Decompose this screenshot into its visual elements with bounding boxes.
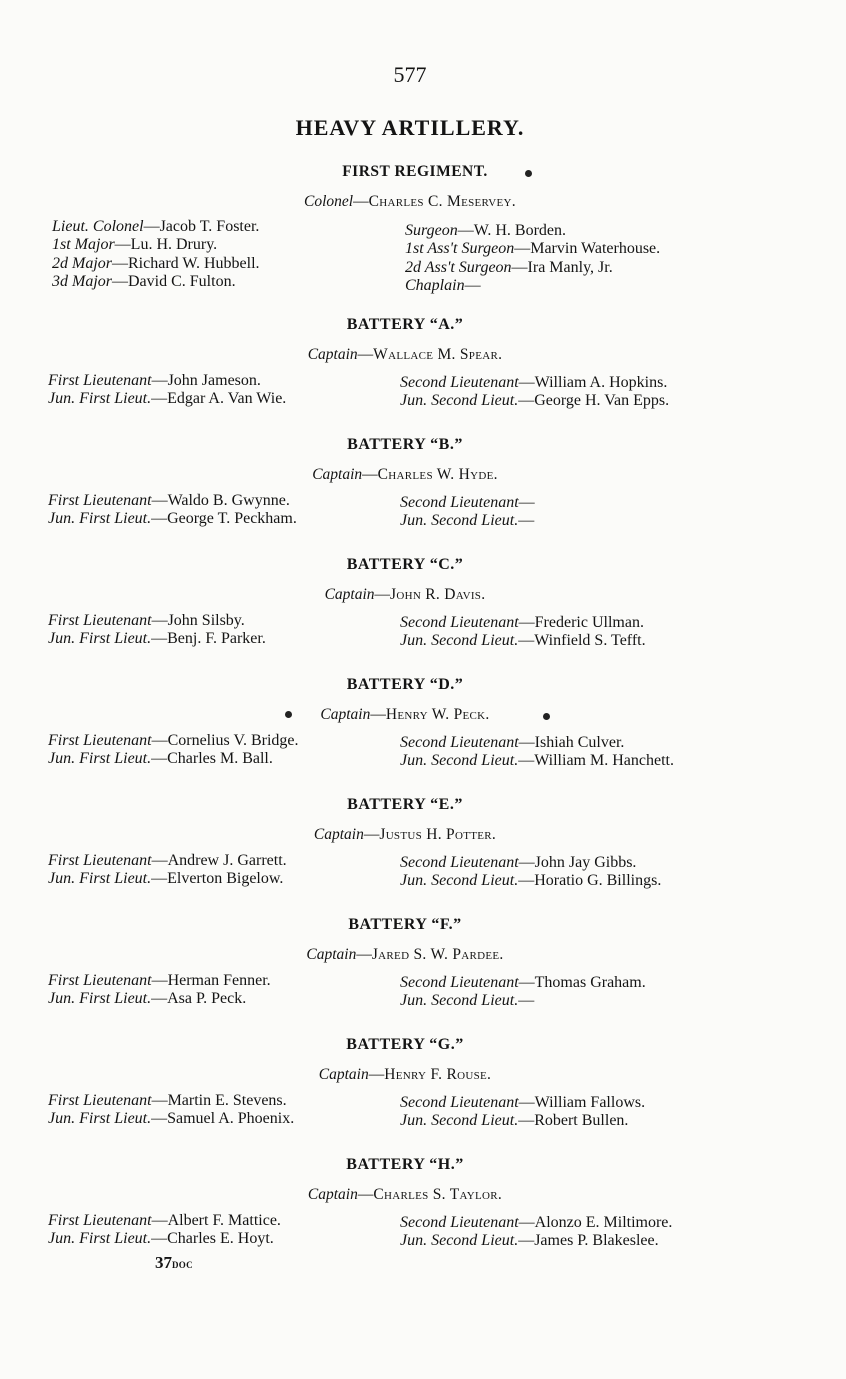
captain-name: Charles S. Taylor.	[373, 1186, 503, 1203]
junior-first-lieutenant-role: Jun. First Lieut.	[48, 630, 152, 648]
battery-heading: BATTERY “A.”	[346, 316, 464, 333]
junior-first-lieutenant-row: Jun. First Lieut.—Edgar A. Van Wie.	[48, 390, 287, 408]
first-lieutenant-name: Andrew J. Garrett.	[167, 852, 287, 869]
staff-role: Chaplain	[405, 276, 465, 294]
second-lieutenant-name: Frederic Ullman.	[534, 614, 644, 631]
battery-left-column	[48, 732, 299, 769]
second-lieutenant-name: Ishiah Culver.	[534, 734, 625, 751]
junior-second-lieutenant-name: Horatio G. Billings.	[534, 872, 662, 890]
captain-line: Captain—Jared S. W. Pardee.	[306, 946, 504, 963]
first-lieutenant-name: Waldo B. Gwynne.	[167, 492, 290, 509]
staff-name: Lu. H. Drury.	[130, 236, 218, 254]
battery-heading: BATTERY “G.”	[346, 1036, 464, 1053]
battery-left-column	[48, 852, 287, 889]
captain-role: Captain	[318, 1066, 369, 1083]
staff-row: 2d Major—Richard W. Hubbell.	[52, 254, 260, 272]
battery-heading: BATTERY “F.”	[348, 916, 462, 933]
staff-name: Ira Manly, Jr.	[527, 258, 613, 276]
battery-left-column	[48, 1212, 281, 1249]
captain-line: Captain—Justus H. Potter.	[313, 826, 497, 843]
captain-name: John R. Davis.	[390, 586, 486, 603]
junior-first-lieutenant-role: Jun. First Lieut.	[48, 750, 152, 768]
second-lieutenant-role: Second Lieutenant	[400, 614, 519, 631]
junior-first-lieutenant-row: Jun. First Lieut.—Charles E. Hoyt.	[48, 1230, 274, 1248]
page-title: HEAVY ARTILLERY.	[295, 115, 525, 140]
second-lieutenant-name: Alonzo E. Miltimore.	[534, 1214, 673, 1231]
first-lieutenant-name: Albert F. Mattice.	[167, 1212, 281, 1229]
junior-first-lieutenant-name: Elverton Bigelow.	[167, 870, 284, 888]
battery-right-column	[400, 974, 646, 1011]
first-lieutenant-row: First Lieutenant—Cornelius V. Bridge.	[48, 732, 299, 749]
junior-second-lieutenant-row: Jun. Second Lieut.—George H. Van Epps.	[400, 392, 670, 410]
captain-name: Charles W. Hyde.	[377, 466, 498, 483]
junior-first-lieutenant-name: Asa P. Peck.	[167, 990, 247, 1008]
junior-first-lieutenant-name: Charles E. Hoyt.	[167, 1230, 274, 1248]
first-lieutenant-row: First Lieutenant—Albert F. Mattice.	[48, 1212, 281, 1229]
captain-line: Captain—Wallace M. Spear.	[307, 346, 503, 363]
junior-second-lieutenant-role: Jun. Second Lieut.	[400, 872, 519, 890]
captain-role: Captain	[313, 826, 364, 843]
first-lieutenant-role: First Lieutenant	[48, 972, 152, 989]
junior-second-lieutenant-role: Jun. Second Lieut.	[400, 1232, 519, 1250]
staff-row: 1st Ass't Surgeon—Marvin Waterhouse.	[405, 240, 661, 258]
staff-right	[405, 222, 660, 295]
second-lieutenant-role: Second Lieutenant	[400, 854, 519, 871]
first-lieutenant-name: Martin E. Stevens.	[167, 1092, 287, 1109]
junior-first-lieutenant-role: Jun. First Lieut.	[48, 1110, 152, 1128]
junior-first-lieutenant-role: Jun. First Lieut.	[48, 510, 152, 528]
colonel-role: Colonel	[304, 193, 354, 210]
battery-left-column	[48, 972, 271, 1009]
battery-left-column	[48, 492, 297, 529]
junior-second-lieutenant-row: Jun. Second Lieut.—William M. Hanchett.	[400, 752, 674, 770]
battery-heading: BATTERY “H.”	[346, 1156, 464, 1173]
second-lieutenant-row: Second Lieutenant—William Fallows.	[400, 1094, 646, 1111]
junior-second-lieutenant-row: Jun. Second Lieut.—	[400, 992, 535, 1010]
staff-name: Marvin Waterhouse.	[530, 240, 661, 258]
staff-role: Lieut. Colonel	[52, 218, 144, 235]
first-lieutenant-name: Cornelius V. Bridge.	[167, 732, 299, 749]
battery-heading: BATTERY “C.”	[346, 556, 464, 573]
captain-role: Captain	[307, 346, 358, 363]
colonel-name: Charles C. Meservey.	[368, 193, 516, 210]
captain-line: Captain—Charles S. Taylor.	[307, 1186, 503, 1203]
battery-right-column	[400, 1214, 672, 1251]
second-lieutenant-row: Second Lieutenant—Frederic Ullman.	[400, 614, 644, 631]
junior-first-lieutenant-name: Samuel A. Phoenix.	[167, 1110, 295, 1128]
junior-second-lieutenant-name: Robert Bullen.	[534, 1112, 629, 1130]
colonel-line: Colonel—Charles C. Meservey.	[304, 193, 516, 210]
junior-first-lieutenant-name: Edgar A. Van Wie.	[167, 390, 287, 408]
battery-heading: BATTERY “B.”	[347, 436, 463, 453]
junior-second-lieutenant-name: James P. Blakeslee.	[534, 1232, 659, 1250]
second-lieutenant-name: Thomas Graham.	[534, 974, 646, 991]
junior-first-lieutenant-row: Jun. First Lieut.—Charles M. Ball.	[48, 750, 273, 768]
first-lieutenant-name: John Silsby.	[167, 612, 245, 629]
signature-text: doc	[172, 1256, 193, 1271]
second-lieutenant-row: Second Lieutenant—Thomas Graham.	[400, 974, 646, 991]
staff-row: Chaplain—	[405, 276, 481, 294]
second-lieutenant-role: Second Lieutenant	[400, 974, 519, 991]
second-lieutenant-name: William A. Hopkins.	[534, 374, 668, 391]
battery-right-column	[400, 494, 535, 531]
regiment-heading: FIRST REGIMENT.	[342, 163, 488, 180]
page-number: 577	[393, 62, 427, 87]
second-lieutenant-role: Second Lieutenant	[400, 1094, 519, 1111]
captain-line: Captain—Henry W. Peck.	[320, 706, 490, 723]
junior-first-lieutenant-role: Jun. First Lieut.	[48, 390, 152, 408]
second-lieutenant-row: Second Lieutenant—Ishiah Culver.	[400, 734, 625, 751]
captain-role: Captain	[306, 946, 357, 963]
staff-role: 2d Ass't Surgeon	[405, 258, 512, 276]
ink-blot	[285, 711, 292, 718]
second-lieutenant-name: John Jay Gibbs.	[534, 854, 637, 871]
battery-heading: BATTERY “E.”	[347, 796, 463, 813]
first-lieutenant-role: First Lieutenant	[48, 612, 152, 629]
junior-first-lieutenant-name: Benj. F. Parker.	[167, 630, 266, 648]
captain-line: Captain—Henry F. Rouse.	[318, 1066, 492, 1083]
junior-second-lieutenant-row: Jun. Second Lieut.—James P. Blakeslee.	[400, 1232, 659, 1250]
ink-blot	[543, 713, 550, 720]
staff-row: 1st Major—Lu. H. Drury.	[52, 236, 218, 254]
junior-second-lieutenant-role: Jun. Second Lieut.	[400, 752, 519, 770]
battery-right-column	[400, 374, 669, 411]
junior-second-lieutenant-row: Jun. Second Lieut.—Winfield S. Tefft.	[400, 632, 646, 650]
junior-first-lieutenant-row: Jun. First Lieut.—Elverton Bigelow.	[48, 870, 284, 888]
ink-blot	[525, 170, 532, 177]
captain-line: Captain—John R. Davis.	[324, 586, 486, 603]
first-lieutenant-role: First Lieutenant	[48, 852, 152, 869]
junior-first-lieutenant-name: George T. Peckham.	[167, 510, 297, 528]
junior-first-lieutenant-role: Jun. First Lieut.	[48, 870, 152, 888]
staff-row: Lieut. Colonel—Jacob T. Foster.	[52, 218, 260, 235]
junior-second-lieutenant-name: Winfield S. Tefft.	[534, 632, 646, 650]
junior-first-lieutenant-role: Jun. First Lieut.	[48, 1230, 152, 1248]
junior-second-lieutenant-name: George H. Van Epps.	[534, 392, 670, 410]
battery-heading: BATTERY “D.”	[346, 676, 464, 693]
junior-second-lieutenant-name: William M. Hanchett.	[534, 752, 674, 770]
junior-second-lieutenant-row: Jun. Second Lieut.—Robert Bullen.	[400, 1112, 629, 1130]
captain-role: Captain	[312, 466, 363, 483]
first-lieutenant-row: First Lieutenant—Waldo B. Gwynne.	[48, 492, 290, 509]
junior-first-lieutenant-row: Jun. First Lieut.—Asa P. Peck.	[48, 990, 247, 1008]
first-lieutenant-name: Herman Fenner.	[167, 972, 271, 989]
staff-name: Jacob T. Foster.	[159, 218, 260, 235]
staff-role: 2d Major	[52, 254, 112, 272]
junior-second-lieutenant-row: Jun. Second Lieut.—	[400, 512, 535, 530]
printer-signature	[155, 1253, 193, 1273]
first-lieutenant-role: First Lieutenant	[48, 492, 152, 509]
staff-role: 1st Ass't Surgeon	[405, 240, 515, 258]
second-lieutenant-role: Second Lieutenant	[400, 1214, 519, 1231]
captain-role: Captain	[324, 586, 375, 603]
second-lieutenant-role: Second Lieutenant	[400, 734, 519, 751]
junior-first-lieutenant-row: Jun. First Lieut.—Samuel A. Phoenix.	[48, 1110, 295, 1128]
first-lieutenant-role: First Lieutenant	[48, 372, 152, 389]
first-lieutenant-role: First Lieutenant	[48, 1092, 152, 1109]
captain-line: Captain—Charles W. Hyde.	[312, 466, 498, 483]
captain-name: Henry W. Peck.	[385, 706, 490, 723]
captain-name: Justus H. Potter.	[379, 826, 497, 843]
second-lieutenant-name: William Fallows.	[534, 1094, 646, 1111]
staff-name: David C. Fulton.	[128, 272, 236, 290]
junior-first-lieutenant-row: Jun. First Lieut.—Benj. F. Parker.	[48, 630, 266, 648]
junior-second-lieutenant-row: Jun. Second Lieut.—Horatio G. Billings.	[400, 872, 662, 890]
staff-row: 2d Ass't Surgeon—Ira Manly, Jr.	[405, 258, 613, 276]
battery-right-column	[400, 614, 646, 651]
first-lieutenant-name: John Jameson.	[167, 372, 261, 389]
staff-left	[52, 218, 260, 291]
junior-first-lieutenant-row: Jun. First Lieut.—George T. Peckham.	[48, 510, 297, 528]
battery-left-column	[48, 612, 266, 649]
captain-name: Jared S. W. Pardee.	[371, 946, 504, 963]
first-lieutenant-role: First Lieutenant	[48, 732, 152, 749]
captain-role: Captain	[307, 1186, 358, 1203]
first-lieutenant-row: First Lieutenant—John Silsby.	[48, 612, 245, 629]
captain-name: Wallace M. Spear.	[373, 346, 503, 363]
battery-left-column	[48, 1092, 294, 1129]
junior-second-lieutenant-role: Jun. Second Lieut.	[400, 1112, 519, 1130]
first-lieutenant-row: First Lieutenant—John Jameson.	[48, 372, 261, 389]
signature-number: 37	[155, 1253, 172, 1272]
junior-second-lieutenant-role: Jun. Second Lieut.	[400, 632, 519, 650]
second-lieutenant-row: Second Lieutenant—Alonzo E. Miltimore.	[400, 1214, 673, 1231]
first-lieutenant-row: First Lieutenant—Herman Fenner.	[48, 972, 271, 989]
staff-name: W. H. Borden.	[473, 222, 567, 239]
junior-first-lieutenant-name: Charles M. Ball.	[167, 750, 273, 768]
staff-role: Surgeon	[405, 222, 458, 239]
junior-second-lieutenant-role: Jun. Second Lieut.	[400, 392, 519, 410]
staff-role: 1st Major	[52, 236, 115, 254]
battery-right-column	[400, 854, 661, 891]
staff-row: 3d Major—David C. Fulton.	[52, 272, 236, 290]
junior-second-lieutenant-role: Jun. Second Lieut.	[400, 992, 519, 1010]
battery-right-column	[400, 1094, 645, 1131]
junior-second-lieutenant-role: Jun. Second Lieut.	[400, 512, 519, 530]
first-lieutenant-row: First Lieutenant—Andrew J. Garrett.	[48, 852, 287, 869]
battery-right-column	[400, 734, 674, 771]
second-lieutenant-row: Second Lieutenant—William A. Hopkins.	[400, 374, 668, 391]
first-lieutenant-role: First Lieutenant	[48, 1212, 152, 1229]
staff-row: Surgeon—W. H. Borden.	[405, 222, 567, 239]
second-lieutenant-row: Second Lieutenant—John Jay Gibbs.	[400, 854, 637, 871]
second-lieutenant-row: Second Lieutenant—	[400, 494, 535, 511]
staff-name: Richard W. Hubbell.	[128, 254, 260, 272]
junior-first-lieutenant-role: Jun. First Lieut.	[48, 990, 152, 1008]
battery-left-column	[48, 372, 286, 409]
captain-role: Captain	[320, 706, 371, 723]
second-lieutenant-role: Second Lieutenant	[400, 494, 519, 511]
first-lieutenant-row: First Lieutenant—Martin E. Stevens.	[48, 1092, 287, 1109]
second-lieutenant-role: Second Lieutenant	[400, 374, 519, 391]
staff-role: 3d Major	[52, 272, 112, 290]
captain-name: Henry F. Rouse.	[384, 1066, 492, 1083]
